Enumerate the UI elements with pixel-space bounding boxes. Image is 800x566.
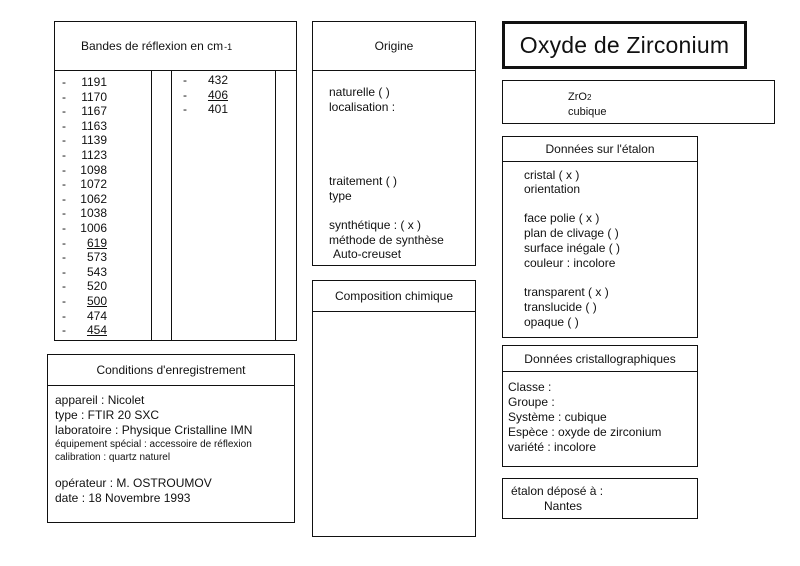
bands-divider-1 [151,71,152,340]
band-row [62,163,107,178]
cristallo-espece: Espèce : oxyde de zirconium [508,425,662,439]
etalon-translucide: translucide ( ) [524,300,597,314]
band-dash: - [62,75,66,89]
bands-column-2 [183,73,228,117]
band-dash: - [62,162,66,177]
conditions-type: type : FTIR 20 SXC [55,408,160,422]
page-title: Oxyde de Zirconium [519,31,730,58]
composition-header [313,281,475,312]
band-row [62,236,107,251]
cristallo-header-text: Données cristallographiques [524,351,676,366]
band-row [62,309,107,324]
band-dash: - [62,104,66,119]
etalon-surface: surface inégale ( ) [524,241,621,255]
cristallo-groupe: Groupe : [508,395,555,409]
etalon-opaque: opaque ( ) [524,315,579,329]
bands-divider-3 [275,71,276,340]
cristallo-header [503,346,697,372]
etalon-header-text: Données sur l'étalon [545,142,655,156]
formula-system: cubique [568,106,607,118]
band-row [62,148,107,163]
composition-panel [312,280,476,537]
band-row [62,323,107,338]
band-value: 474 [86,308,107,323]
composition-header-text: Composition chimique [334,289,454,303]
formula-subscript: 2 [586,93,592,102]
band-dash: - [62,235,66,250]
band-dash: - [62,250,66,265]
band-row [62,250,107,265]
cristallo-panel [502,345,698,467]
band-row [62,75,107,90]
band-value: 520 [86,279,107,294]
bands-panel [54,21,297,341]
band-value: 543 [86,264,107,279]
band-value: 619 [86,235,107,250]
conditions-header-text: Conditions d'enregistrement [96,363,246,377]
band-row [62,265,107,280]
band-row [183,88,228,103]
origine-naturelle: naturelle ( ) [329,85,390,99]
bands-divider-2 [171,71,172,340]
band-row [62,221,107,236]
band-value: 1038 [80,206,107,221]
band-value: 1170 [81,89,107,104]
band-dash: - [62,264,66,279]
etalon-couleur: couleur : incolore [524,256,616,270]
band-value: 1006 [80,220,107,235]
conditions-panel [47,354,295,523]
origine-methode-value: Auto-creuset [333,247,402,261]
band-value: 1123 [81,147,107,162]
cristallo-variete: variété : incolore [508,440,597,454]
band-value: 573 [86,250,107,265]
bands-header [55,22,296,71]
band-dash: - [62,206,66,221]
band-dash: - [62,133,66,148]
origine-synthetique: synthétique : ( x ) [329,218,422,232]
conditions-appareil: appareil : Nicolet [55,393,145,407]
band-row [62,90,107,105]
band-dash: - [62,279,66,294]
cristallo-classe: Classe : [508,380,552,394]
band-dash: - [62,293,66,308]
band-value: 1062 [80,191,107,206]
origine-localisation: localisation : [329,100,396,114]
band-row [183,73,228,88]
band-value: 432 [207,73,228,87]
formula [568,90,591,106]
band-row [62,279,107,294]
band-row [62,177,107,192]
band-dash: - [62,323,66,338]
origine-header [313,22,475,71]
formula-box [502,80,775,124]
band-dash: - [62,191,66,206]
bands-header-unit: -1 [224,42,233,52]
formula-main: ZrO [568,91,587,103]
band-dash: - [62,308,66,323]
band-dash: - [183,102,187,117]
etalon-orientation: orientation [524,182,581,196]
band-row [62,119,107,134]
depot-place: Nantes [544,499,583,513]
band-dash: - [183,73,187,87]
origine-type: type [329,189,352,203]
band-value: 401 [207,102,228,117]
bands-column-1 [62,75,107,338]
origine-panel [312,21,476,266]
band-row [62,133,107,148]
etalon-header [503,137,697,162]
band-value: 1072 [80,177,107,192]
band-row [183,102,228,117]
band-dash: - [62,147,66,162]
etalon-plan-clivage: plan de clivage ( ) [524,226,619,240]
cristallo-systeme: Système : cubique [508,410,607,424]
origine-traitement: traitement ( ) [329,174,398,188]
band-value: 1191 [81,75,107,89]
depot-label: étalon déposé à : [511,484,604,498]
band-value: 1098 [80,162,107,177]
etalon-face-polie: face polie ( x ) [524,211,600,225]
conditions-header [48,355,294,386]
band-value: 454 [86,323,107,338]
band-row [62,192,107,207]
conditions-date: date : 18 Novembre 1993 [55,491,191,505]
band-row [62,294,107,309]
band-value: 1139 [81,133,107,148]
band-dash: - [62,118,66,133]
band-row [62,104,107,119]
origine-header-text: Origine [374,39,414,53]
bands-header-text: Bandes de réflexion en cm [81,39,224,53]
conditions-calibration: calibration : quartz naturel [55,452,171,463]
band-dash: - [62,220,66,235]
conditions-laboratoire: laboratoire : Physique Cristalline IMN [55,423,253,437]
band-dash: - [183,87,187,102]
conditions-operateur: opérateur : M. OSTROUMOV [55,476,212,490]
depot-panel [502,478,698,519]
band-value: 406 [207,87,228,102]
band-value: 1167 [81,104,107,119]
band-value: 500 [86,293,107,308]
band-value: 1163 [81,118,107,133]
band-dash: - [62,177,66,192]
etalon-panel [502,136,698,338]
band-dash: - [62,89,66,104]
title-box [502,21,747,69]
etalon-cristal: cristal ( x ) [524,168,580,182]
conditions-equipement: équipement spécial : accessoire de réflexion [55,439,252,450]
band-row [62,206,107,221]
etalon-transparent: transparent ( x ) [524,285,609,299]
origine-methode: méthode de synthèse [329,233,444,247]
